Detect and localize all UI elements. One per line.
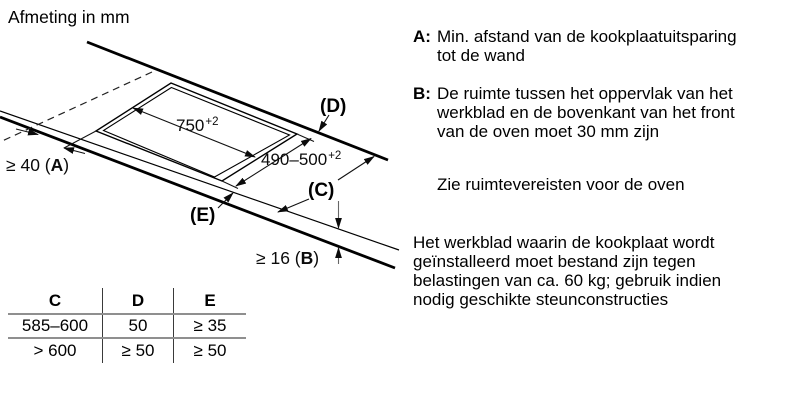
note-item-b (413, 84, 735, 141)
note-load-line: belastingen van ca. 60 kg; gebruik indien (413, 271, 722, 290)
cell-c: > 600 (33, 341, 77, 360)
note-load-line: Het werkblad waarin de kookplaat wordt (413, 233, 715, 252)
label-c: (C) (308, 180, 335, 201)
extension-line-right (297, 134, 314, 142)
table-row (8, 314, 246, 338)
table-header-row (8, 288, 246, 314)
label-c-arrow-lower (278, 199, 309, 212)
dimensions-table (8, 288, 246, 363)
note-a-key: A: (413, 27, 431, 46)
page-title: Afmeting in mm (8, 7, 130, 27)
cell-c: 585–600 (8, 314, 103, 338)
col-header-e: E (174, 288, 247, 314)
dim-width-label: $750^{+2}$ (176, 116, 219, 135)
note-see-oven: Zie ruimtevereisten voor de oven (437, 175, 685, 194)
label-e: (E) (190, 205, 216, 226)
col-header-c: C (8, 288, 103, 314)
cell-e: ≥ 50 (174, 338, 247, 363)
cell-e: ≥ 35 (174, 314, 247, 338)
col-header-d: D (103, 288, 174, 314)
note-load-line: geïnstalleerd moet bestand zijn tegen (413, 252, 696, 271)
note-b-key: B: (413, 84, 431, 103)
label-c-arrow-upper (338, 157, 374, 181)
label-d: (D) (320, 96, 347, 117)
note-b-line: De ruimte tussen het oppervlak van het (437, 84, 733, 103)
note-load-capacity (413, 233, 721, 309)
note-a-line: Min. afstand van de kookplaatuitsparing (437, 27, 737, 46)
cell-d: 50 (103, 314, 174, 338)
wall-reference-dashed-line (0, 72, 152, 142)
extension-line-left (64, 131, 96, 148)
extension-line-bottom (222, 181, 238, 189)
note-load-line: nodig geschikte steunconstructies (413, 290, 669, 309)
note-a-line: tot de wand (437, 46, 525, 65)
table-row (8, 338, 246, 363)
dim-depth-label: $490-500^{+2}$ (261, 150, 342, 169)
dim-b-label: ≥ 16 (B) (256, 248, 320, 268)
note-item-a (413, 27, 737, 65)
note-b-line: van de oven moet 30 mm zijn (437, 122, 660, 141)
note-b-line: werkblad en de bovenkant van het front (437, 103, 735, 122)
cell-d: ≥ 50 (103, 338, 174, 363)
dim-a-label: ≥ 40 (A) (6, 155, 70, 175)
